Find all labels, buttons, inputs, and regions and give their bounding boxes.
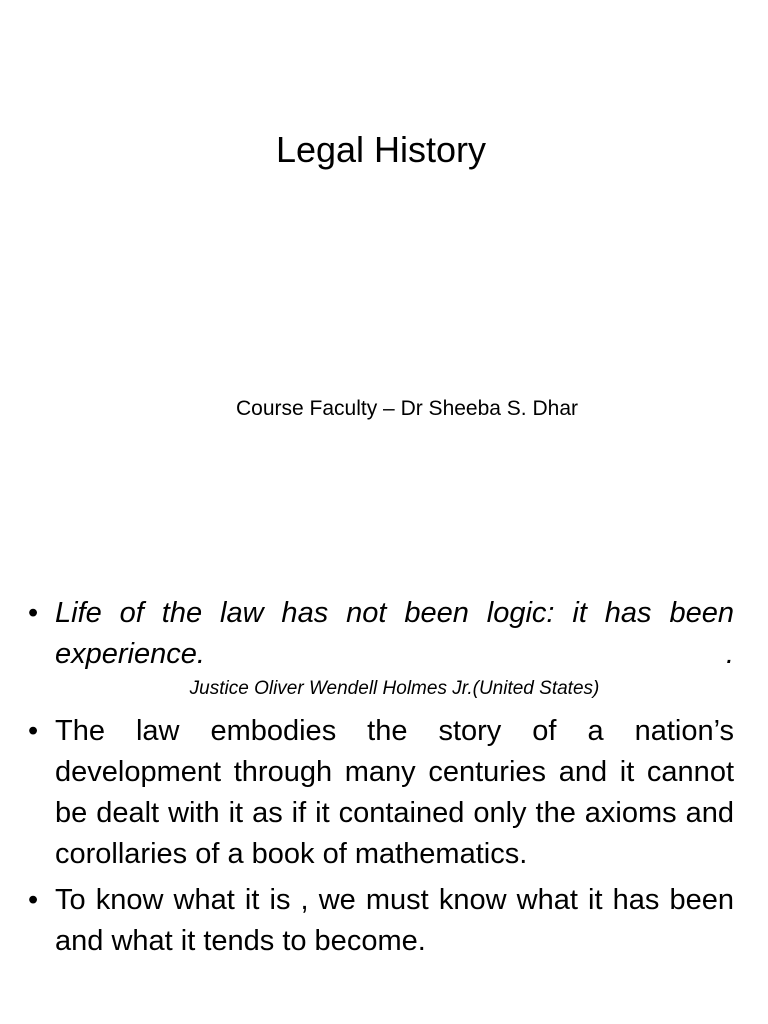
bullet-marker: • — [28, 884, 39, 916]
bullet-item-nation — [28, 711, 734, 875]
bullet-item-quote — [28, 593, 734, 675]
quote-trailing-dot: . — [725, 638, 734, 670]
bullet-marker: • — [28, 597, 39, 629]
quote-line-1: Life of the law has not been logic: it has been — [55, 597, 734, 629]
bullet-item-know — [28, 880, 734, 962]
bullet-list — [28, 593, 734, 962]
course-faculty: Course Faculty – Dr Sheeba S. Dhar — [236, 397, 578, 420]
quote-attribution: Justice Oliver Wendell Holmes Jr.(United States) — [189, 678, 600, 699]
slide-title: Legal History — [275, 129, 487, 170]
bullet-text-know: To know what it is , we must know what it has been and what it tends to become. — [55, 884, 734, 957]
quote-line-2 — [55, 634, 734, 675]
bullet-marker: • — [28, 715, 39, 747]
quote-line-2-text: experience. — [55, 638, 205, 670]
bullet-text-nation: The law embodies the story of a nation’s development through many centuries and it cannot be dealt with it as if it contained only the axioms and corollaries of a book of mathematics. — [55, 715, 734, 870]
